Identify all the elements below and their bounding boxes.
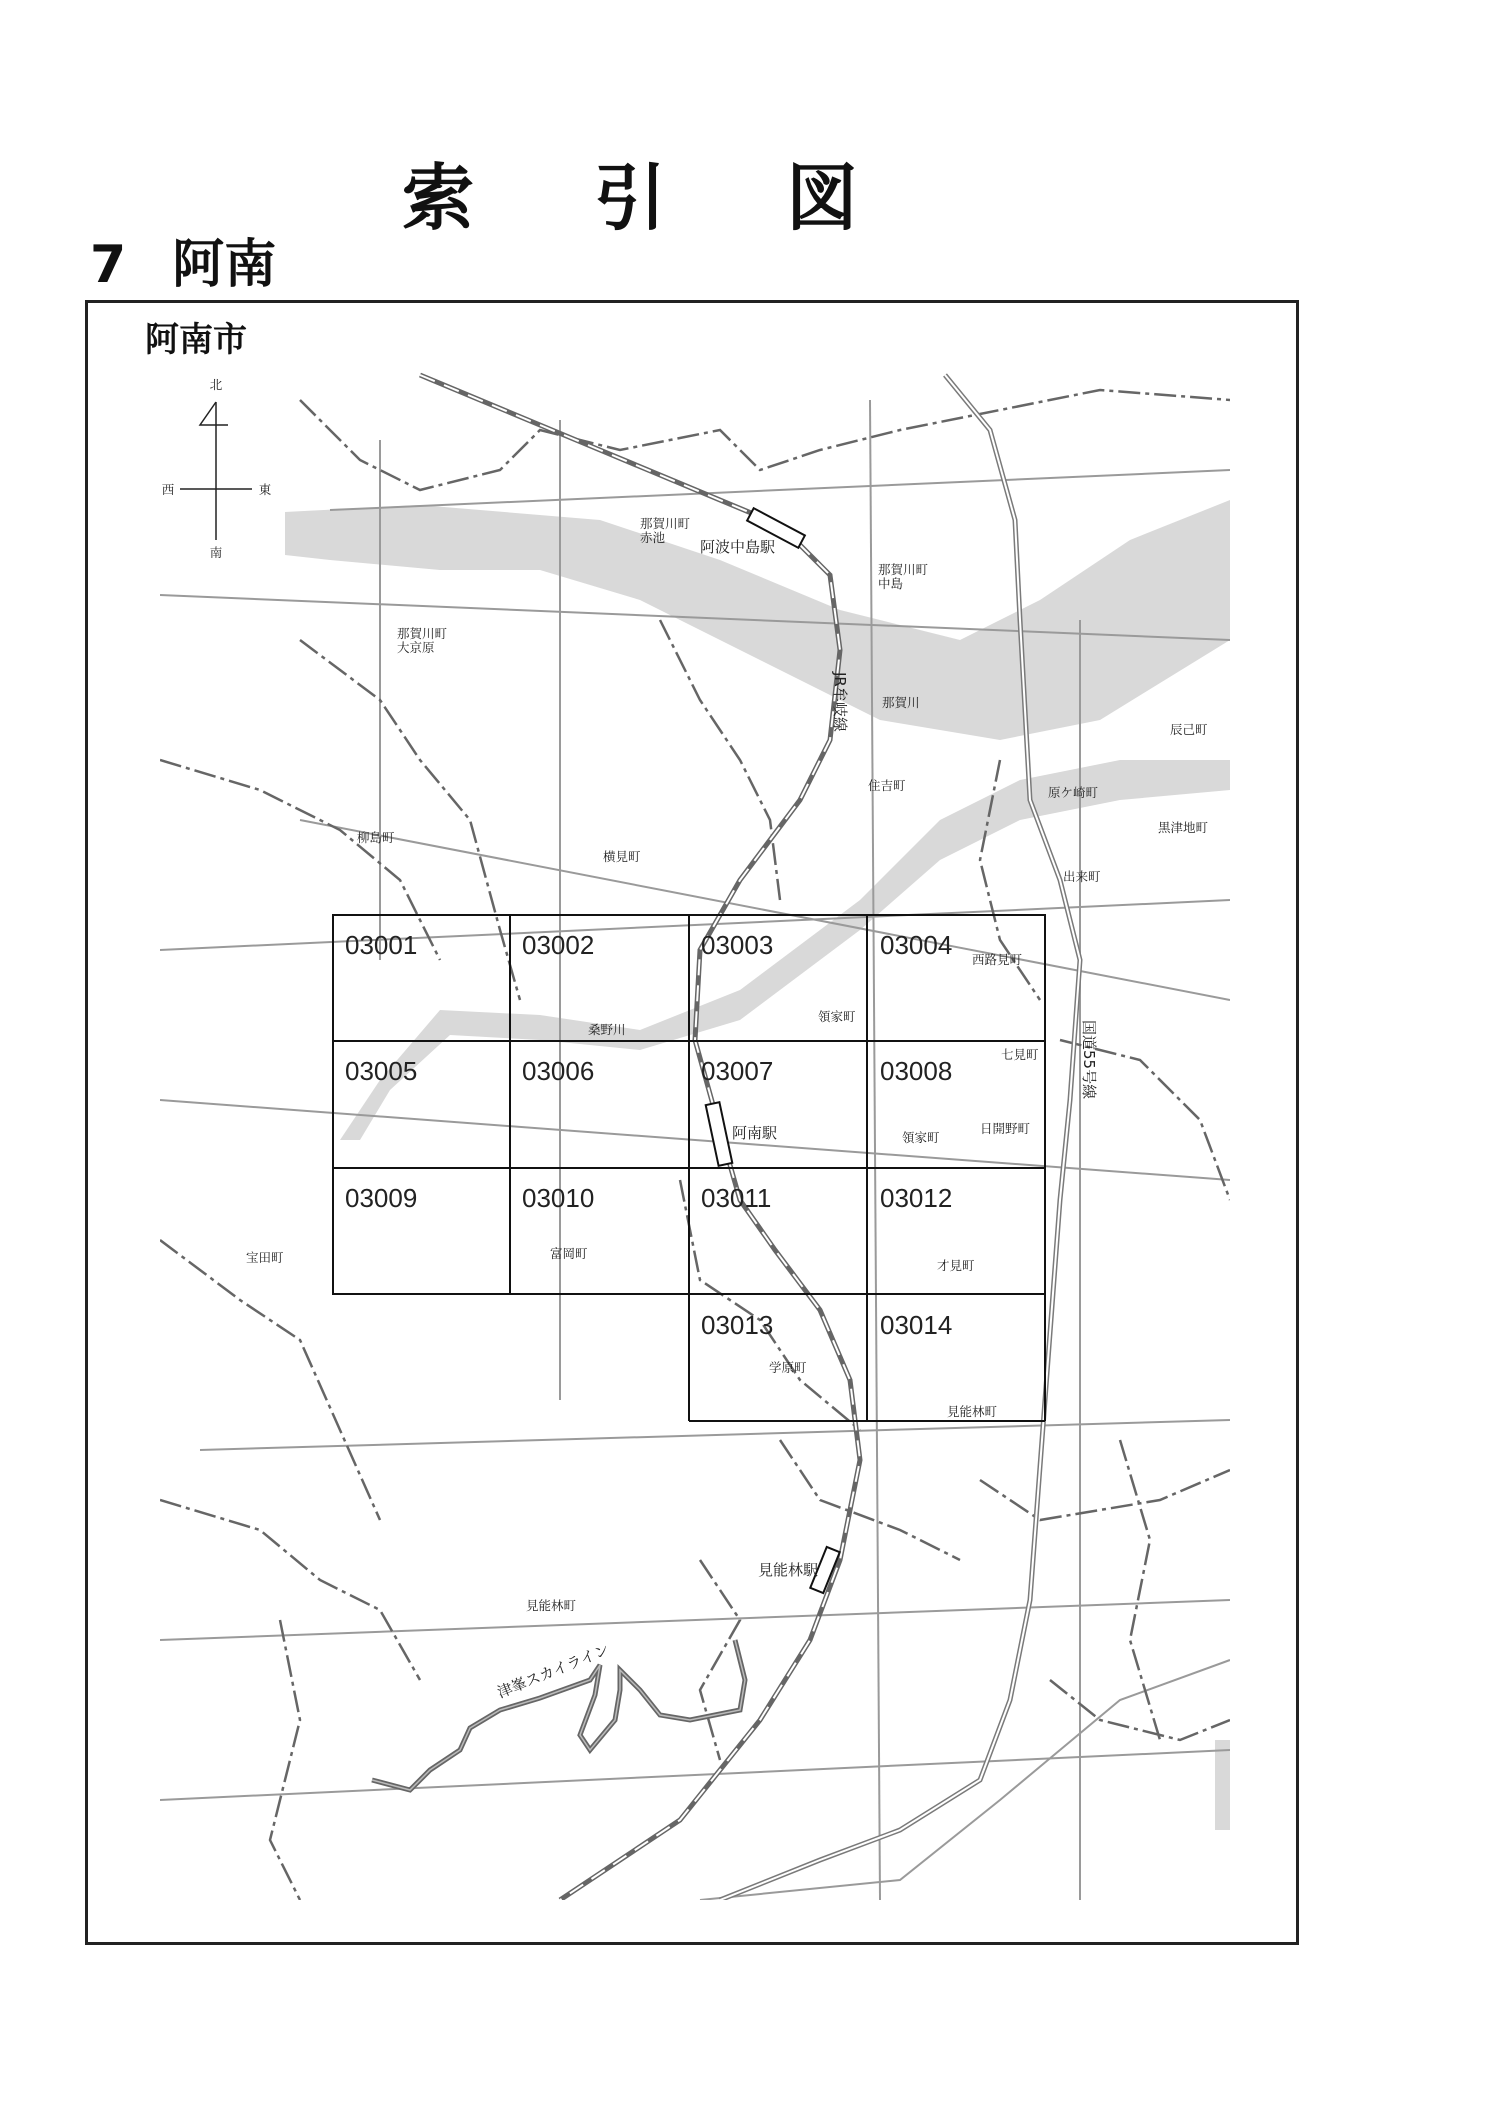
skyline-label: 津峯スカイライン xyxy=(494,1640,612,1702)
place-yanagishima: 柳島町 xyxy=(357,830,395,845)
place-minobayashi-1: 見能林町 xyxy=(947,1404,998,1419)
compass-rose xyxy=(162,377,272,560)
place-nakagawa-okyobara-1: 那賀川町 xyxy=(397,626,448,641)
place-nakagawa-nakajima-2: 中島 xyxy=(878,576,904,591)
index-grid xyxy=(333,915,1045,1421)
page-title: 索引図 xyxy=(401,156,978,240)
city-name: 阿南市 xyxy=(145,320,247,360)
compass-north: 北 xyxy=(209,377,223,392)
place-tomioka: 富岡町 xyxy=(550,1246,588,1261)
place-takarada: 宝田町 xyxy=(246,1250,284,1265)
grid-cell-03009: 03009 xyxy=(345,1183,418,1213)
place-nakagawa-akaike-2: 赤池 xyxy=(640,530,666,545)
place-nakagawa-nakajima-1: 那賀川町 xyxy=(878,562,929,577)
station-label-anan: 阿南駅 xyxy=(732,1124,778,1142)
place-nakagawa-okyobara-2: 大京原 xyxy=(397,640,435,655)
river-label-kuwano: 桑野川 xyxy=(588,1022,626,1037)
grid-cell-03012: 03012 xyxy=(880,1183,953,1213)
station-label-minobayashi: 見能林駅 xyxy=(758,1561,819,1579)
grid-cell-03006: 03006 xyxy=(522,1056,595,1086)
place-nakagawa-akaike-1: 那賀川町 xyxy=(640,516,691,531)
place-shichimi: 七見町 xyxy=(1001,1047,1039,1062)
grid-cell-03013: 03013 xyxy=(701,1310,774,1340)
grid-cell-03008: 03008 xyxy=(880,1056,953,1086)
compass-west: 西 xyxy=(161,482,175,497)
place-deki: 出来町 xyxy=(1063,869,1101,884)
grid-cell-03005: 03005 xyxy=(345,1056,418,1086)
grid-cell-03011: 03011 xyxy=(701,1183,772,1213)
grid-labels xyxy=(345,930,952,1340)
place-yokomi: 横見町 xyxy=(603,849,641,864)
grid-cell-03003: 03003 xyxy=(701,930,774,960)
place-sumiyoshi: 住吉町 xyxy=(868,778,906,793)
grid-cell-03010: 03010 xyxy=(522,1183,595,1213)
place-hibino: 日開野町 xyxy=(980,1121,1031,1136)
station-label-awanakajima: 阿波中島駅 xyxy=(700,538,776,556)
place-ryoke-2: 領家町 xyxy=(902,1130,940,1145)
river-label-nakagawa: 那賀川 xyxy=(882,695,920,710)
grid-cell-03002: 03002 xyxy=(522,930,595,960)
place-kurotsuchi: 黒津地町 xyxy=(1158,820,1209,835)
place-minobayashi-2: 見能林町 xyxy=(526,1598,577,1613)
place-saimi: 才見町 xyxy=(937,1258,975,1273)
place-haragasaki: 原ケ崎町 xyxy=(1048,785,1099,800)
compass-south: 南 xyxy=(209,545,223,560)
place-ryoke-1: 領家町 xyxy=(818,1009,856,1024)
section-number: 7 xyxy=(90,235,127,295)
grid-cell-03001: 03001 xyxy=(345,930,418,960)
route-55-label: 国道55号線 xyxy=(1080,1020,1098,1100)
grid-cell-03014: 03014 xyxy=(880,1310,953,1340)
place-gakubara: 学原町 xyxy=(769,1360,807,1375)
rail-line-label: JR牟岐線 xyxy=(831,672,849,732)
grid-cell-03004: 03004 xyxy=(880,930,953,960)
station-marker-anan xyxy=(706,1102,733,1166)
compass-east: 東 xyxy=(258,482,272,497)
section-name: 阿南 xyxy=(172,235,277,295)
place-tatsumi: 辰己町 xyxy=(1170,722,1208,737)
place-nishiromi: 西路見町 xyxy=(972,952,1023,967)
grid-cell-03007: 03007 xyxy=(701,1056,774,1086)
